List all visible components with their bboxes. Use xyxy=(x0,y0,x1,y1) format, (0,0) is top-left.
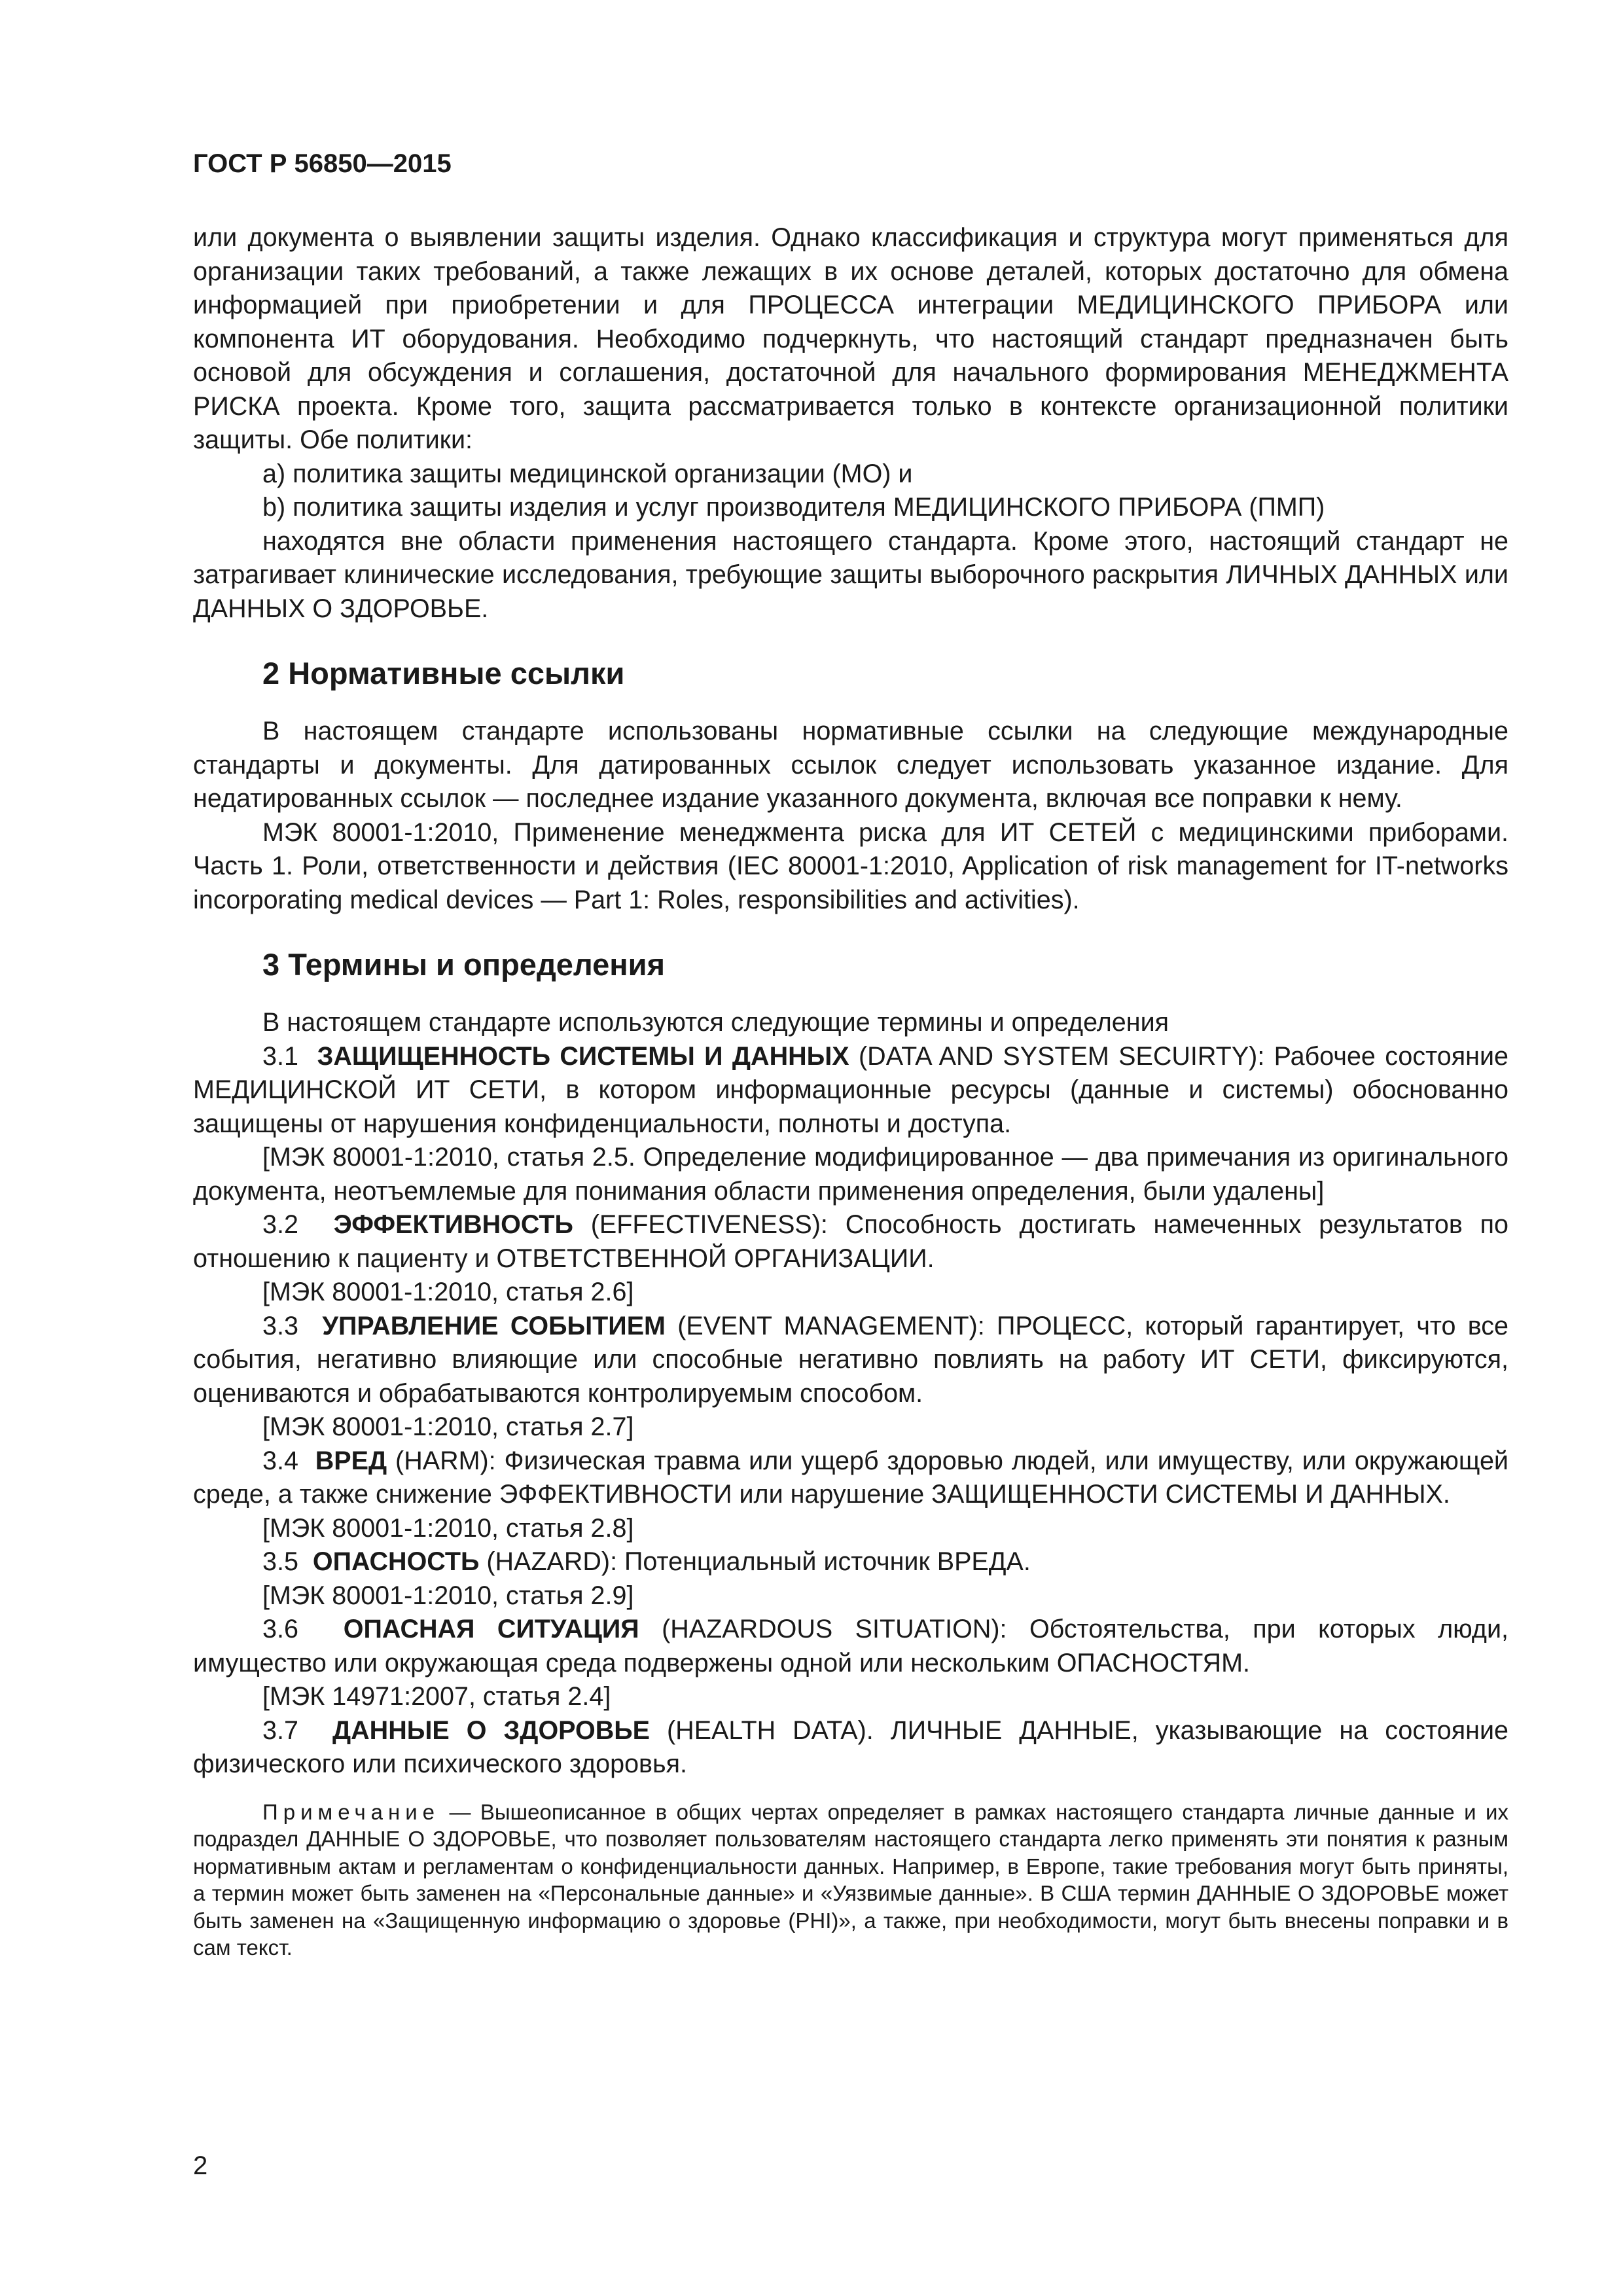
document-page xyxy=(193,0,1508,2296)
standard-code-header: ГОСТ Р 56850—2015 xyxy=(193,149,452,178)
term-number: 3.3 xyxy=(262,1311,298,1340)
term-3-1-source: [МЭК 80001-1:2010, статья 2.5. Определение модифицированное — два примечания из оригинального документа, неотъемлемые для понимания области применения определения, были удалены] xyxy=(193,1143,1508,1206)
note-text: — Вышеописанное в общих чертах определяет в рамках настоящего стандарта личные данные и их подраздел ДАННЫЕ О ЗДОРОВЬЕ, что позволяет пользователям настоящего стандарта легко применять эти понятия к разным нормативным актам и регламентам о конфиденциальности данных. Например, в Европе, такие требования могут быть приняты, а термин может быть заменен на «Персональные данные» и «Уязвимые данные». В США термин ДАННЫЕ О ЗДОРОВЬЕ может быть заменен на «Защищенную информацию о здоровье (PHI)», а также, при необходимости, могут быть внесены поправки и в сам текст. xyxy=(193,1799,1508,1960)
term-3-2-source: [МЭК 80001-1:2010, статья 2.6] xyxy=(262,1278,634,1306)
term-3-5-source: [МЭК 80001-1:2010, статья 2.9] xyxy=(262,1581,634,1610)
list-item-b: b) политика защиты изделия и услуг производителя МЕДИЦИНСКОГО ПРИБОРА (ПМП) xyxy=(262,493,1325,522)
term-3-7 xyxy=(193,1714,1508,1782)
note-paragraph xyxy=(193,1799,1508,1962)
term-definition: (HAZARD): Потенциальный источник ВРЕДА. xyxy=(486,1547,1031,1576)
page-content xyxy=(193,221,1508,1962)
term-3-5 xyxy=(193,1545,1508,1579)
term-definition: (DATA AND SYSTEM SECUIRTY): Рабочее состояние МЕДИЦИНСКОЙ ИТ СЕТИ, в котором информационные ресурсы (данные и системы) обоснованно защищены от нарушения конфиденциальности, полноты и доступа. xyxy=(193,1041,1508,1138)
section-2-reference: МЭК 80001-1:2010, Применение менеджмента риска для ИТ СЕТЕЙ с медицинскими приборами. Часть 1. Роли, ответственности и действия (IEC 80001-1:2010, Application of risk management for IT-networks incorporating medical devices — Part 1: Roles, responsibilities and activities). xyxy=(193,817,1508,914)
intro-paragraph: или документа о выявлении защиты изделия. Однако классификация и структура могут применяться для организации таких требований, а также лежащих в их основе деталей, которых достаточно для обмена информацией при приобретении и для ПРОЦЕССА интеграции МЕДИЦИНСКОГО ПРИБОРА или компонента ИТ оборудования. Необходимо подчеркнуть, что настоящий стандарт предназначен быть основой для обсуждения и соглашения, достаточной для начального формирования МЕНЕДЖМЕНТА РИСКА проекта. Кроме того, защита рассматривается только в контексте организационной политики защиты. Обе политики: xyxy=(193,223,1508,454)
term-3-6 xyxy=(193,1613,1508,1680)
term-definition: (HARM): Физическая травма или ущерб здоровью людей, или имуществу, или окружающей среде, а также снижение ЭФФЕКТИВНОСТИ или нарушение ЗАЩИЩЕННОСТИ СИСТЕМЫ И ДАННЫХ. xyxy=(193,1446,1508,1509)
term-number: 3.1 xyxy=(262,1041,298,1071)
term-3-2 xyxy=(193,1208,1508,1276)
term-name: ОПАСНОСТЬ xyxy=(312,1547,480,1576)
term-name: ЗАЩИЩЕННОСТЬ СИСТЕМЫ И ДАННЫХ xyxy=(317,1041,849,1071)
term-3-1 xyxy=(193,1040,1508,1141)
term-3-4 xyxy=(193,1444,1508,1512)
term-name: ДАННЫЕ О ЗДОРОВЬЕ xyxy=(332,1715,650,1745)
list-item-a: a) политика защиты медицинской организации (МО) и xyxy=(262,459,913,488)
term-number: 3.2 xyxy=(262,1210,298,1239)
term-3-3-source: [МЭК 80001-1:2010, статья 2.7] xyxy=(262,1412,634,1441)
section-3-intro: В настоящем стандарте используются следующие термины и определения xyxy=(262,1008,1169,1037)
term-definition: (EVENT MANAGEMENT): ПРОЦЕСС, который гарантирует, что все события, негативно влияющие или способные негативно повлиять на работу ИТ СЕТИ, фиксируются, оцениваются и обрабатываются контролируемым способом. xyxy=(193,1311,1508,1408)
term-number: 3.7 xyxy=(262,1715,298,1745)
term-name: ОПАСНАЯ СИТУАЦИЯ xyxy=(343,1615,639,1643)
note-label: Примечание xyxy=(262,1799,440,1824)
term-3-3 xyxy=(193,1310,1508,1411)
term-name: ВРЕД xyxy=(315,1446,387,1475)
term-3-4-source: [МЭК 80001-1:2010, статья 2.8] xyxy=(262,1513,634,1543)
term-name: УПРАВЛЕНИЕ СОБЫТИЕМ xyxy=(322,1311,666,1340)
term-3-6-source: [МЭК 14971:2007, статья 2.4] xyxy=(262,1682,611,1711)
term-definition: (HEALTH DATA). ЛИЧНЫЕ ДАННЫЕ, указывающие на состояние физического или психического здоровья. xyxy=(193,1715,1508,1778)
page-number: 2 xyxy=(193,2151,208,2180)
term-definition: (HAZARDOUS SITUATION): Обстоятельства, при которых люди, имущество или окружающая среда подвержены одной или нескольким ОПАСНОСТЯМ. xyxy=(193,1615,1509,1677)
section-2-heading: 2 Нормативные ссылки xyxy=(262,656,625,691)
term-definition: (EFFECTIVENESS): Способность достигать намеченных результатов по отношению к пациенту и ОТВЕТСТВЕННОЙ ОРГАНИЗАЦИИ. xyxy=(193,1210,1509,1273)
section-3-heading: 3 Термины и определения xyxy=(262,947,665,982)
term-number: 3.4 xyxy=(262,1446,298,1475)
term-name: ЭФФЕКТИВНОСТЬ xyxy=(333,1210,573,1239)
intro-closing-paragraph: находятся вне области применения настоящего стандарта. Кроме этого, настоящий стандарт не затрагивает клинические исследования, требующие защиты выборочного раскрытия ЛИЧНЫХ ДАННЫХ или ДАННЫХ О ЗДОРОВЬЕ. xyxy=(193,526,1508,623)
term-number: 3.6 xyxy=(262,1615,298,1643)
section-2-paragraph: В настоящем стандарте использованы нормативные ссылки на следующие международные стандарты и документы. Для датированных ссылок следует использовать указанное издание. Для недатированных ссылок — последнее издание указанного документа, включая все поправки к нему. xyxy=(193,717,1508,813)
term-number: 3.5 xyxy=(262,1547,298,1576)
